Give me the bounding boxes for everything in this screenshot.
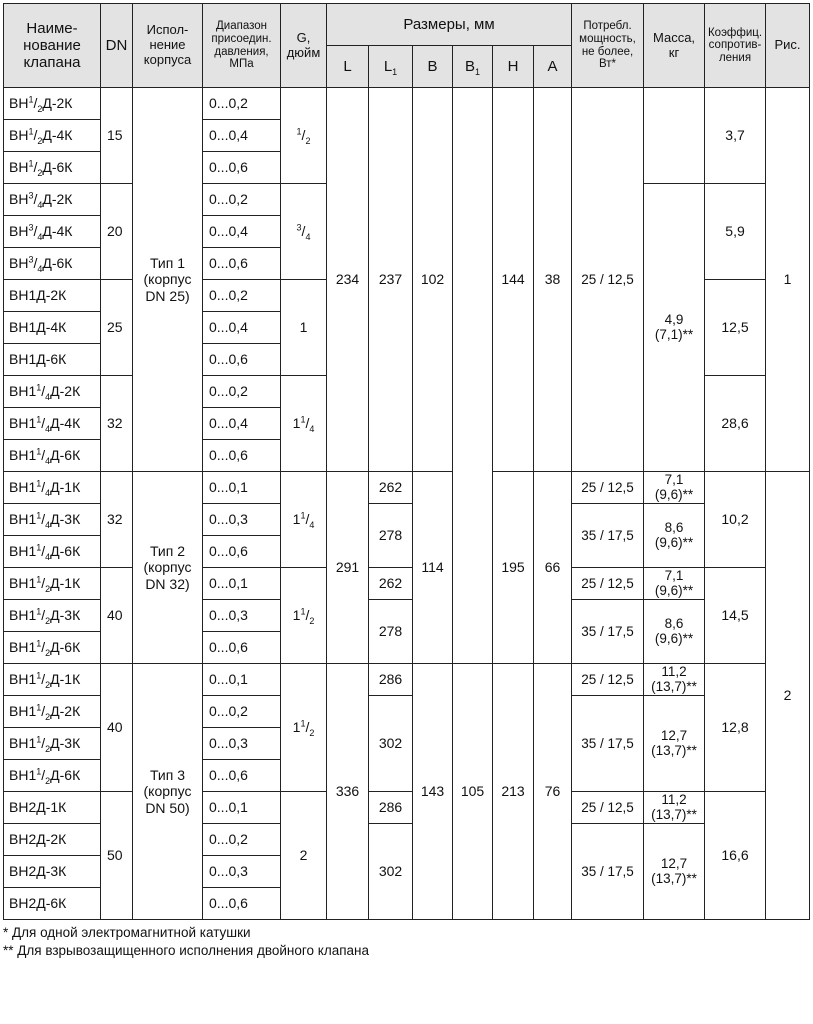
header-dim-b: B <box>413 46 453 88</box>
header-body: Испол- нение корпуса <box>133 4 203 88</box>
thread-size-cell: $1^1/_4$ <box>281 472 327 568</box>
valve-name-cell: $ВН1^1/_2Д-6К$ <box>4 632 101 664</box>
fraction-numerator: 3 <box>28 254 34 265</box>
fraction-denominator: 2 <box>45 744 51 755</box>
fraction-numerator: 1 <box>36 510 42 521</box>
dn-cell: 25 <box>101 280 133 376</box>
fraction-numerator: 1 <box>36 670 42 681</box>
valve-name-cell: $ВН1^1/_4Д-4К$ <box>4 408 101 440</box>
body-type-cell: Тип 1 (корпус DN 25) <box>133 88 203 472</box>
fraction-numerator: 1 <box>36 606 42 617</box>
power-cell: 25 / 12,5 <box>572 792 644 824</box>
footnote-single-coil: * Для одной электромагнитной катушки <box>3 925 251 940</box>
page <box>3 3 809 959</box>
valve-name-cell: ВН1Д-2К <box>4 280 101 312</box>
fraction-numerator: 1 <box>36 446 42 457</box>
fraction-numerator: 3 <box>296 222 302 233</box>
resistance-cell: 14,5 <box>705 568 766 664</box>
dimension-l1-cell: 278 <box>369 504 413 568</box>
dimension-h-cell: 213 <box>493 664 534 920</box>
dn-cell: 40 <box>101 664 133 792</box>
table-row <box>4 664 810 696</box>
resistance-cell: 10,2 <box>705 472 766 568</box>
table-row <box>4 792 810 824</box>
mass-cell: 4,9 (7,1)** <box>644 184 705 472</box>
dn-cell: 40 <box>101 568 133 664</box>
dimension-l1-cell: 262 <box>369 472 413 504</box>
valve-name-cell: ВН2Д-3К <box>4 856 101 888</box>
pressure-range-cell: 0...0,4 <box>203 408 281 440</box>
fraction-numerator: 1 <box>36 574 42 585</box>
fraction-numerator: 1 <box>36 702 42 713</box>
dimension-h-cell: 144 <box>493 88 534 472</box>
fraction-numerator: 1 <box>28 158 34 169</box>
fraction-numerator: 1 <box>300 606 306 617</box>
header-dim-l: L <box>327 46 369 88</box>
pressure-range-cell: 0...0,6 <box>203 536 281 568</box>
pressure-range-cell: 0...0,1 <box>203 568 281 600</box>
valve-name-cell: $ВН1^1/_2Д-1К$ <box>4 664 101 696</box>
dn-cell: 50 <box>101 792 133 920</box>
dimension-l-cell: 234 <box>327 88 369 472</box>
pressure-range-cell: 0...0,6 <box>203 248 281 280</box>
dimension-b1-cell <box>453 88 493 664</box>
table-header <box>4 4 810 88</box>
valve-name-cell: $ВН^3/_4Д-2К$ <box>4 184 101 216</box>
header-subscript: 1 <box>392 66 398 77</box>
pressure-range-cell: 0...0,1 <box>203 472 281 504</box>
figure-ref-cell: 1 <box>766 88 810 472</box>
valve-name-cell: ВН1Д-4К <box>4 312 101 344</box>
thread-size-cell: $1^1/_2$ <box>281 664 327 792</box>
valve-name-cell: $ВН^3/_4Д-4К$ <box>4 216 101 248</box>
dimension-b-cell: 143 <box>413 664 453 920</box>
dimension-l1-cell: 278 <box>369 600 413 664</box>
power-cell: 25 / 12,5 <box>572 664 644 696</box>
mass-cell: 11,2 (13,7)** <box>644 792 705 824</box>
mass-cell: 7,1 (9,6)** <box>644 568 705 600</box>
pressure-range-cell: 0...0,3 <box>203 856 281 888</box>
fraction-denominator: 2 <box>45 584 51 595</box>
dn-cell: 32 <box>101 472 133 568</box>
header-dim-a: A <box>534 46 572 88</box>
dn-cell: 20 <box>101 184 133 280</box>
thread-size-cell: 1 <box>281 280 327 376</box>
power-cell: 25 / 12,5 <box>572 568 644 600</box>
dimension-a-cell: 38 <box>534 88 572 472</box>
dimension-b-cell: 102 <box>413 88 453 472</box>
fraction-numerator: 3 <box>28 222 34 233</box>
dimension-l-cell: 336 <box>327 664 369 920</box>
valve-name-cell: $ВН1^1/_2Д-2К$ <box>4 696 101 728</box>
fraction-denominator: 4 <box>37 200 43 211</box>
resistance-cell: 12,8 <box>705 664 766 792</box>
fraction-numerator: 1 <box>36 638 42 649</box>
valve-name-cell: $ВН^1/_2Д-2К$ <box>4 88 101 120</box>
valve-name-cell: ВН1Д-6К <box>4 344 101 376</box>
fraction-numerator: 1 <box>36 414 42 425</box>
fraction-numerator: 1 <box>300 510 306 521</box>
header-dimensions: Размеры, мм <box>327 4 572 46</box>
dimension-l1-cell: 262 <box>369 568 413 600</box>
pressure-range-cell: 0...0,2 <box>203 376 281 408</box>
fraction-denominator: 2 <box>37 168 43 179</box>
fraction-denominator: 4 <box>37 264 43 275</box>
pressure-range-cell: 0...0,6 <box>203 888 281 920</box>
dimension-l-cell: 291 <box>327 472 369 664</box>
header-power: Потребл. мощность, не более, Вт* <box>572 4 644 88</box>
pressure-range-cell: 0...0,6 <box>203 632 281 664</box>
header-g: G, дюйм <box>281 4 327 88</box>
fraction-denominator: 4 <box>45 424 51 435</box>
pressure-range-cell: 0...0,2 <box>203 824 281 856</box>
valve-name-cell: $ВН^3/_4Д-6К$ <box>4 248 101 280</box>
table-row <box>4 88 810 120</box>
valve-name-cell: $ВН1^1/_2Д-3К$ <box>4 728 101 760</box>
pressure-range-cell: 0...0,6 <box>203 344 281 376</box>
fraction-numerator: 1 <box>28 94 34 105</box>
header-subscript: 1 <box>475 66 481 77</box>
fraction-denominator: 2 <box>45 616 51 627</box>
mass-cell: 11,2 (13,7)** <box>644 664 705 696</box>
pressure-range-cell: 0...0,4 <box>203 312 281 344</box>
thread-size-cell: $^1/_2$ <box>281 88 327 184</box>
valve-name-cell: $ВН1^1/_2Д-6К$ <box>4 760 101 792</box>
fraction-denominator: 2 <box>45 648 51 659</box>
valve-name-cell: $ВН1^1/_4Д-6К$ <box>4 536 101 568</box>
fraction-numerator: 1 <box>300 718 306 729</box>
fraction-denominator: 4 <box>45 552 51 563</box>
fraction-denominator: 4 <box>45 392 51 403</box>
mass-cell: 8,6 (9,6)** <box>644 504 705 568</box>
resistance-cell: 5,9 <box>705 184 766 280</box>
mass-cell <box>644 88 705 184</box>
figure-ref-cell: 2 <box>766 472 810 920</box>
table-body <box>4 88 810 920</box>
header-resistance: Коэффиц. сопротив- ления <box>705 4 766 88</box>
pressure-range-cell: 0...0,4 <box>203 216 281 248</box>
fraction-denominator: 2 <box>305 136 311 147</box>
pressure-range-cell: 0...0,6 <box>203 152 281 184</box>
power-cell: 25 / 12,5 <box>572 472 644 504</box>
pressure-range-cell: 0...0,3 <box>203 504 281 536</box>
fraction-denominator: 2 <box>45 776 51 787</box>
power-cell: 35 / 17,5 <box>572 696 644 792</box>
fraction-numerator: 1 <box>300 414 306 425</box>
valve-name-cell: $ВН1^1/_2Д-1К$ <box>4 568 101 600</box>
dimension-b-cell: 114 <box>413 472 453 664</box>
header-dn: DN <box>101 4 133 88</box>
dimension-l1-cell: 302 <box>369 696 413 792</box>
resistance-cell: 28,6 <box>705 376 766 472</box>
fraction-denominator: 4 <box>305 232 311 243</box>
header-figure: Рис. <box>766 4 810 88</box>
fraction-denominator: 2 <box>45 712 51 723</box>
fraction-denominator: 4 <box>45 520 51 531</box>
valve-name-cell: ВН2Д-2К <box>4 824 101 856</box>
pressure-range-cell: 0...0,6 <box>203 760 281 792</box>
pressure-range-cell: 0...0,2 <box>203 696 281 728</box>
fraction-numerator: 1 <box>36 542 42 553</box>
valve-name-cell: $ВН1^1/_4Д-2К$ <box>4 376 101 408</box>
mass-cell: 7,1 (9,6)** <box>644 472 705 504</box>
header-name: Наиме- нование клапана <box>4 4 101 88</box>
header-mass: Масса, кг <box>644 4 705 88</box>
fraction-denominator: 2 <box>309 616 315 627</box>
fraction-numerator: 1 <box>36 734 42 745</box>
resistance-cell: 3,7 <box>705 88 766 184</box>
pressure-range-cell: 0...0,3 <box>203 600 281 632</box>
fraction-numerator: 1 <box>36 382 42 393</box>
fraction-denominator: 4 <box>45 456 51 467</box>
valve-name-cell: $ВН1^1/_4Д-6К$ <box>4 440 101 472</box>
dimension-a-cell: 66 <box>534 472 572 664</box>
dimension-h-cell: 195 <box>493 472 534 664</box>
pressure-range-cell: 0...0,2 <box>203 184 281 216</box>
resistance-cell: 12,5 <box>705 280 766 376</box>
header-dim-l1: $L_1$ <box>369 46 413 88</box>
resistance-cell: 16,6 <box>705 792 766 920</box>
valve-name-cell: $ВН1^1/_4Д-3К$ <box>4 504 101 536</box>
pressure-range-cell: 0...0,4 <box>203 120 281 152</box>
valve-name-cell: $ВН1^1/_4Д-1К$ <box>4 472 101 504</box>
fraction-denominator: 4 <box>45 488 51 499</box>
fraction-denominator: 2 <box>309 728 315 739</box>
fraction-numerator: 3 <box>28 190 34 201</box>
fraction-denominator: 2 <box>45 680 51 691</box>
pressure-range-cell: 0...0,3 <box>203 728 281 760</box>
mass-cell: 12,7 (13,7)** <box>644 824 705 920</box>
header-dim-h: H <box>493 46 534 88</box>
body-type-cell: Тип 3 (корпус DN 50) <box>133 664 203 920</box>
dn-cell: 32 <box>101 376 133 472</box>
thread-size-cell: $1^1/_4$ <box>281 376 327 472</box>
power-cell: 35 / 17,5 <box>572 824 644 920</box>
valve-name-cell: $ВН^1/_2Д-4К$ <box>4 120 101 152</box>
power-cell: 35 / 17,5 <box>572 600 644 664</box>
dimension-l1-cell: 286 <box>369 664 413 696</box>
mass-cell: 8,6 (9,6)** <box>644 600 705 664</box>
valve-spec-table <box>3 3 810 920</box>
pressure-range-cell: 0...0,1 <box>203 664 281 696</box>
fraction-numerator: 1 <box>296 126 302 137</box>
valve-name-cell: ВН2Д-1К <box>4 792 101 824</box>
valve-name-cell: $ВН1^1/_2Д-3К$ <box>4 600 101 632</box>
dimension-l1-cell: 286 <box>369 792 413 824</box>
pressure-range-cell: 0...0,2 <box>203 280 281 312</box>
footnotes <box>3 924 809 959</box>
valve-name-cell: ВН2Д-6К <box>4 888 101 920</box>
fraction-denominator: 4 <box>309 424 315 435</box>
valve-name-cell: $ВН^1/_2Д-6К$ <box>4 152 101 184</box>
thread-size-cell: 2 <box>281 792 327 920</box>
dimension-a-cell: 76 <box>534 664 572 920</box>
fraction-numerator: 1 <box>36 766 42 777</box>
footnote-explosion-proof: ** Для взрывозащищенного исполнения двойного клапана <box>3 942 369 958</box>
header-pressure: Диапазон присоедин. давления, МПа <box>203 4 281 88</box>
mass-cell: 12,7 (13,7)** <box>644 696 705 792</box>
table-row <box>4 568 810 600</box>
fraction-numerator: 1 <box>36 478 42 489</box>
body-type-cell: Тип 2 (корпус DN 32) <box>133 472 203 664</box>
header-dim-b1: $B_1$ <box>453 46 493 88</box>
pressure-range-cell: 0...0,1 <box>203 792 281 824</box>
table-row <box>4 472 810 504</box>
fraction-denominator: 2 <box>37 104 43 115</box>
thread-size-cell: $1^1/_2$ <box>281 568 327 664</box>
power-cell: 35 / 17,5 <box>572 504 644 568</box>
fraction-numerator: 1 <box>28 126 34 137</box>
pressure-range-cell: 0...0,6 <box>203 440 281 472</box>
fraction-denominator: 4 <box>309 520 315 531</box>
dimension-l1-cell: 302 <box>369 824 413 920</box>
pressure-range-cell: 0...0,2 <box>203 88 281 120</box>
thread-size-cell: $^3/_4$ <box>281 184 327 280</box>
fraction-denominator: 2 <box>37 136 43 147</box>
dn-cell: 15 <box>101 88 133 184</box>
power-cell: 25 / 12,5 <box>572 88 644 472</box>
dimension-b1-cell: 105 <box>453 664 493 920</box>
dimension-l1-cell: 237 <box>369 88 413 472</box>
fraction-denominator: 4 <box>37 232 43 243</box>
